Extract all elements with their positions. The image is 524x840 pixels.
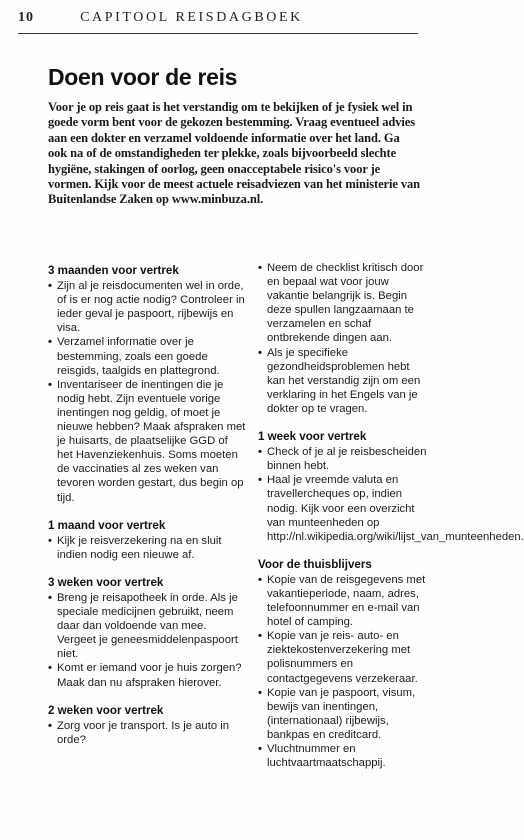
checklist-section [258, 261, 430, 416]
checklist-item: • Als je specifieke gezondheidsproblemen hebt kan het verstandig zijn om een verklaring in het Engels van je dokter op te vragen. [258, 346, 430, 416]
checklist-section [48, 704, 246, 747]
section-title: 3 maanden voor vertrek [48, 264, 179, 277]
checklist-item: • Kijk je reisverzekering na en sluit indien nodig een nieuwe af. [48, 534, 246, 562]
section-title: 1 week voor vertrek [258, 430, 367, 444]
checklist [48, 534, 246, 562]
checklist-item: • Verzamel informatie over je bestemming, zoals een goede reisgids, taalgids en plattegrond. [48, 335, 246, 377]
checklist-item: • Komt er iemand voor je huis zorgen? Maak dan nu afspraken hierover. [48, 661, 246, 689]
checklist-section [48, 519, 246, 562]
checklist-section [48, 264, 246, 505]
checklist [258, 573, 430, 770]
page-number: 10 [18, 10, 34, 25]
checklist [48, 591, 246, 690]
checklist-item: • Kopie van je reis- auto- en ziektekostenverzekering met polisnummers en contactgegevens verzekeraar. [258, 629, 430, 685]
section-title: 2 weken voor vertrek [48, 703, 164, 717]
checklist-section [258, 558, 430, 770]
section-title: 3 weken voor vertrek [48, 575, 164, 589]
checklist-section [258, 430, 524, 544]
checklist-item: • Breng je reisapotheek in orde. Als je speciale medicijnen gebruikt, neem daar dan voldoende van mee. Vergeet je geneesmiddelenpaspoort niet. [48, 591, 246, 661]
header-rule [18, 33, 418, 34]
running-title: CAPITOOL REISDAGBOEK [80, 10, 303, 25]
checklist-item: • Zijn al je reisdocumenten wel in orde, of is er nog actie nodig? Controleer in ieder geval je paspoort, rijbewijs en visa. [48, 279, 246, 335]
section-title: 1 maand voor vertrek [48, 518, 166, 532]
checklist-item: • Check of je al je reisbescheiden binnen hebt. [258, 445, 430, 473]
checklist [48, 719, 246, 747]
checklist-item: • Inventariseer de inentingen die je nodig hebt. Zijn eventuele vorige inentingen nog geldig, of moet je nieuwe hebben? Maak afspraken met je huisarts, de plaatselijke GGD of het Havenziekenhuis. Soms moeten de vaccinaties al zes weken van tevoren worden gestart, dus begin op tijd. [48, 378, 246, 505]
checklist [258, 445, 524, 544]
right-column [258, 261, 524, 784]
checklist-item: • Haal je vreemde valuta en travellercheques op, indien nodig. Kijk voor een overzicht van munteenheden op http://nl.wikipedia.org/wiki/lijst_van_munteenheden. [258, 473, 430, 543]
intro-paragraph: Voor je op reis gaat is het verstandig om te bekijken of je fysiek wel in goede vorm bent voor de gekozen bestemming. Vraag eventueel advies aan een dokter en verzamel voldoende informatie over het land. Ga ook na of de omstandigheden ter plekke, zoals bijvoorbeeld slechte hygiëne, stakingen of oorlog, geen onacceptabele risico's voor je vormen. Kijk voor de meest actuele reisadviezen van het ministerie van Buitenlandse Zaken op www.minbuza.nl. [48, 100, 420, 207]
left-column [48, 264, 246, 761]
checklist-item: • Vluchtnummer en luchtvaartmaatschappij. [258, 742, 430, 770]
checklist-section [48, 576, 246, 690]
checklist-item: • Kopie van je paspoort, visum, bewijs van inentingen, (internationaal) rijbewijs, bankpas en creditcard. [258, 686, 430, 742]
section-title: Voor de thuisblijvers [258, 557, 372, 571]
page-title: Doen voor de reis [48, 64, 238, 90]
running-head [18, 10, 418, 26]
checklist-item: • Kopie van de reisgegevens met vakantieperiode, naam, adres, telefoonnummer en e-mail van hotel of camping. [258, 573, 430, 629]
checklist-item: • Neem de checklist kritisch door en bepaal wat voor jouw vakantie belangrijk is. Begin deze spullen langzaamaan te verzamelen en schaf ontbrekende dingen aan. [258, 261, 430, 346]
checklist [48, 279, 246, 505]
checklist [258, 261, 430, 416]
checklist-item: • Zorg voor je transport. Is je auto in orde? [48, 719, 246, 747]
